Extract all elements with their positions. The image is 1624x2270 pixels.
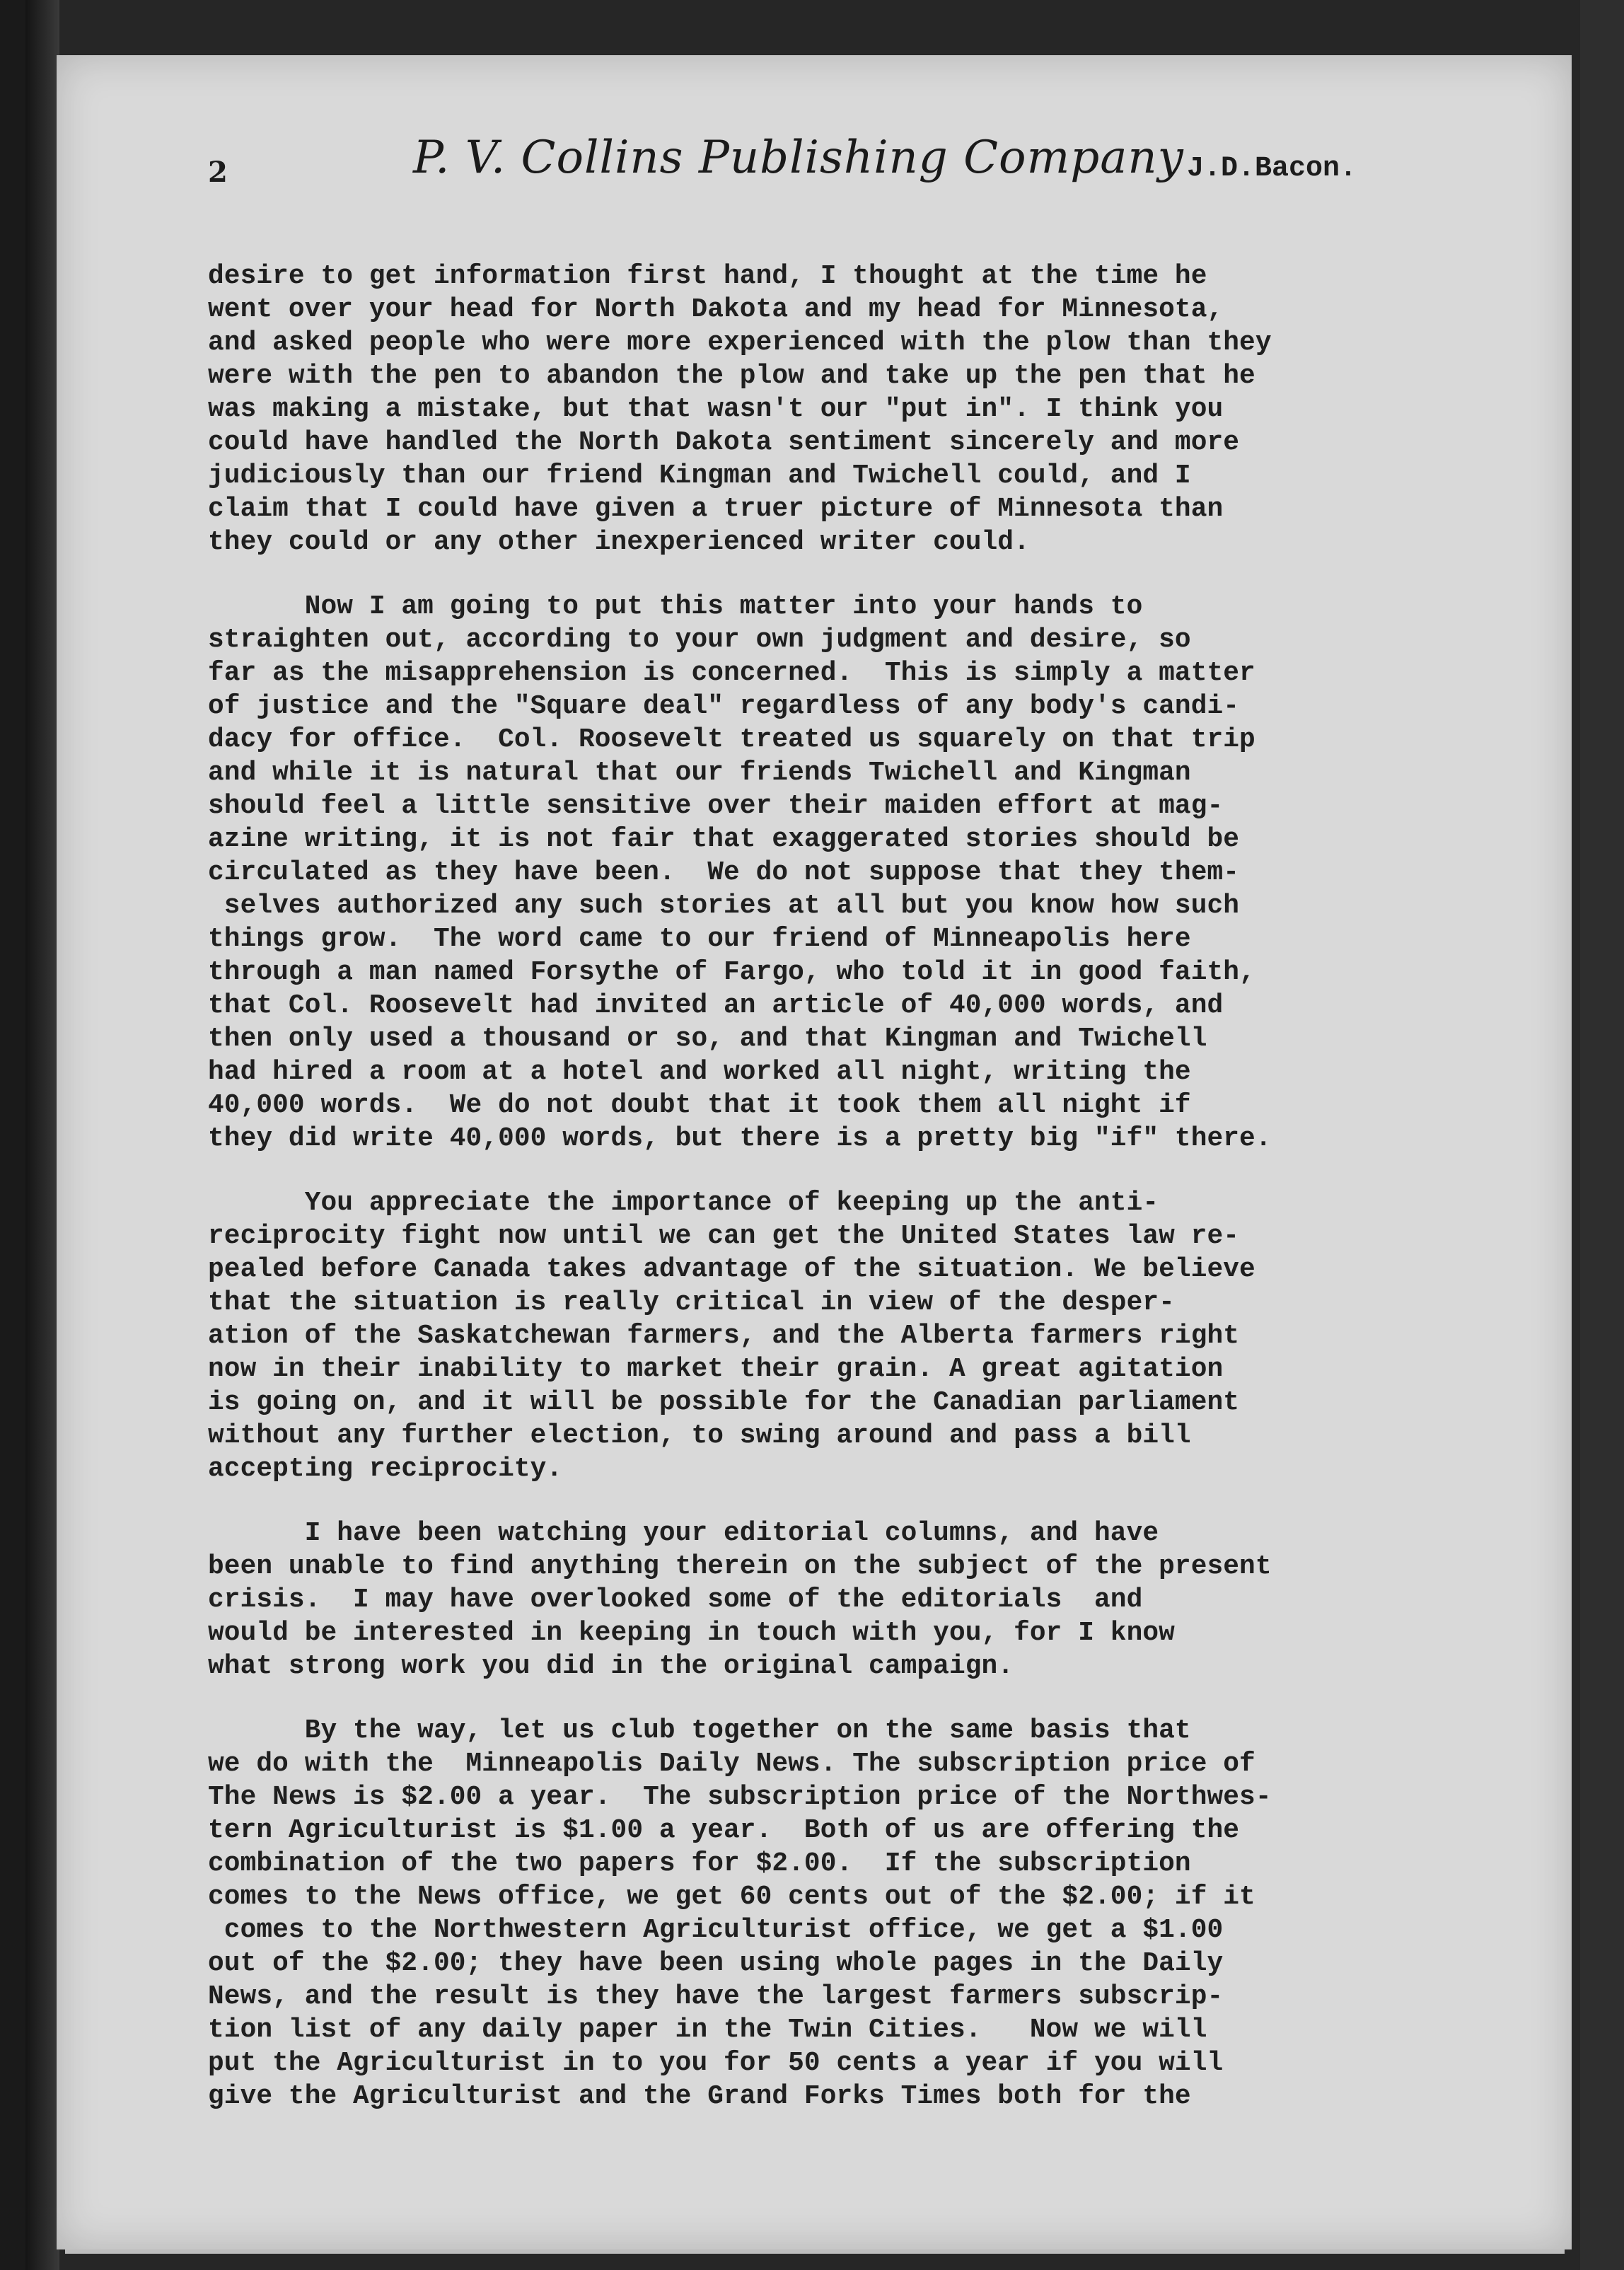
text-line: Now I am going to put this matter into your hands to	[208, 592, 1143, 622]
text-line: that the situation is really critical in view of the desper-	[208, 1288, 1175, 1318]
text-line: put the Agriculturist in to you for 50 cents a year if you will	[208, 2049, 1224, 2078]
text-line: been unable to find anything therein on the subject of the present	[208, 1552, 1272, 1582]
text-line: By the way, let us club together on the same basis that	[208, 1716, 1191, 1746]
scan-left-border	[0, 0, 25, 2270]
company-name: P. V. Collins Publishing Company	[413, 132, 1184, 184]
text-line: pealed before Canada takes advantage of the situation. We believe	[208, 1255, 1255, 1285]
text-line: selves authorized any such stories at all but you know how such	[208, 891, 1240, 921]
text-line: had hired a room at a hotel and worked all night, writing the	[208, 1058, 1191, 1087]
text-line: was making a mistake, but that wasn't our "put in". I think you	[208, 395, 1224, 424]
letterhead	[208, 132, 1417, 199]
text-line: that Col. Roosevelt had invited an article of 40,000 words, and	[208, 991, 1224, 1021]
binding-shadow	[25, 0, 59, 2270]
text-line: 40,000 words. We do not doubt that it took them all night if	[208, 1091, 1191, 1120]
text-line: comes to the Northwestern Agriculturist office, we get a $1.00	[208, 1916, 1224, 1945]
text-line: and while it is natural that our friends Twichell and Kingman	[208, 758, 1191, 788]
text-line: would be interested in keeping in touch with you, for I know	[208, 1618, 1175, 1648]
scan-right-border	[1580, 0, 1624, 2270]
text-line: and asked people who were more experienced with the plow than they	[208, 328, 1272, 358]
text-line: without any further election, to swing around and pass a bill	[208, 1421, 1191, 1451]
text-line: what strong work you did in the original campaign.	[208, 1652, 1014, 1681]
paragraph	[208, 1517, 1453, 1684]
text-line: crisis. I may have overlooked some of the editorials and	[208, 1585, 1143, 1615]
text-line: circulated as they have been. We do not suppose that they them-	[208, 858, 1240, 888]
letter-body	[208, 260, 1453, 2145]
paragraph	[208, 591, 1453, 1156]
page-number: 2	[208, 156, 228, 189]
text-line: azine writing, it is not fair that exaggerated stories should be	[208, 825, 1240, 855]
text-line: claim that I could have given a truer picture of Minnesota than	[208, 494, 1224, 524]
text-line: of justice and the "Square deal" regardless of any body's candi-	[208, 692, 1240, 722]
text-line: were with the pen to abandon the plow and take up the pen that he	[208, 361, 1255, 391]
text-line: straighten out, according to your own judgment and desire, so	[208, 625, 1191, 655]
text-line: far as the misapprehension is concerned. This is simply a matter	[208, 659, 1255, 688]
paragraph	[208, 260, 1453, 560]
text-line: we do with the Minneapolis Daily News. The subscription price of	[208, 1749, 1255, 1779]
text-line: desire to get information first hand, I thought at the time he	[208, 262, 1207, 291]
text-line: they could or any other inexperienced writer could.	[208, 528, 1030, 557]
text-line: give the Agriculturist and the Grand Forks Times both for the	[208, 2082, 1191, 2112]
paragraph	[208, 1187, 1453, 1486]
text-line: I have been watching your editorial columns, and have	[208, 1519, 1159, 1548]
text-line: You appreciate the importance of keeping up the anti-	[208, 1188, 1159, 1218]
text-line: tern Agriculturist is $1.00 a year. Both of us are offering the	[208, 1816, 1240, 1846]
text-line: is going on, and it will be possible for the Canadian parliament	[208, 1388, 1240, 1418]
text-line: they did write 40,000 words, but there is a pretty big "if" there.	[208, 1124, 1272, 1154]
recipient-name: J.D.Bacon.	[1187, 153, 1357, 185]
text-line: through a man named Forsythe of Fargo, who told it in good faith,	[208, 958, 1255, 988]
text-line: tion list of any daily paper in the Twin Cities. Now we will	[208, 2015, 1207, 2045]
paragraph	[208, 1715, 1453, 2114]
text-line: reciprocity fight now until we can get the United States law re-	[208, 1222, 1240, 1251]
text-line: went over your head for North Dakota and my head for Minnesota,	[208, 295, 1224, 325]
text-line: News, and the result is they have the largest farmers subscrip-	[208, 1982, 1224, 2012]
text-line: now in their inability to market their grain. A great agitation	[208, 1355, 1224, 1384]
text-line: out of the $2.00; they have been using whole pages in the Daily	[208, 1949, 1224, 1979]
text-line: could have handled the North Dakota sentiment sincerely and more	[208, 428, 1240, 458]
text-line: should feel a little sensitive over their maiden effort at mag-	[208, 792, 1224, 821]
text-line: things grow. The word came to our friend of Minneapolis here	[208, 925, 1191, 954]
text-line: dacy for office. Col. Roosevelt treated us squarely on that trip	[208, 725, 1255, 755]
text-line: The News is $2.00 a year. The subscription price of the Northwes-	[208, 1783, 1272, 1812]
text-line: then only used a thousand or so, and that Kingman and Twichell	[208, 1024, 1207, 1054]
text-line: ation of the Saskatchewan farmers, and the Alberta farmers right	[208, 1321, 1240, 1351]
text-line: combination of the two papers for $2.00. If the subscription	[208, 1849, 1191, 1879]
text-line: accepting reciprocity.	[208, 1454, 563, 1484]
text-line: comes to the News office, we get 60 cents out of the $2.00; if it	[208, 1882, 1255, 1912]
text-line: judiciously than our friend Kingman and Twichell could, and I	[208, 461, 1191, 491]
